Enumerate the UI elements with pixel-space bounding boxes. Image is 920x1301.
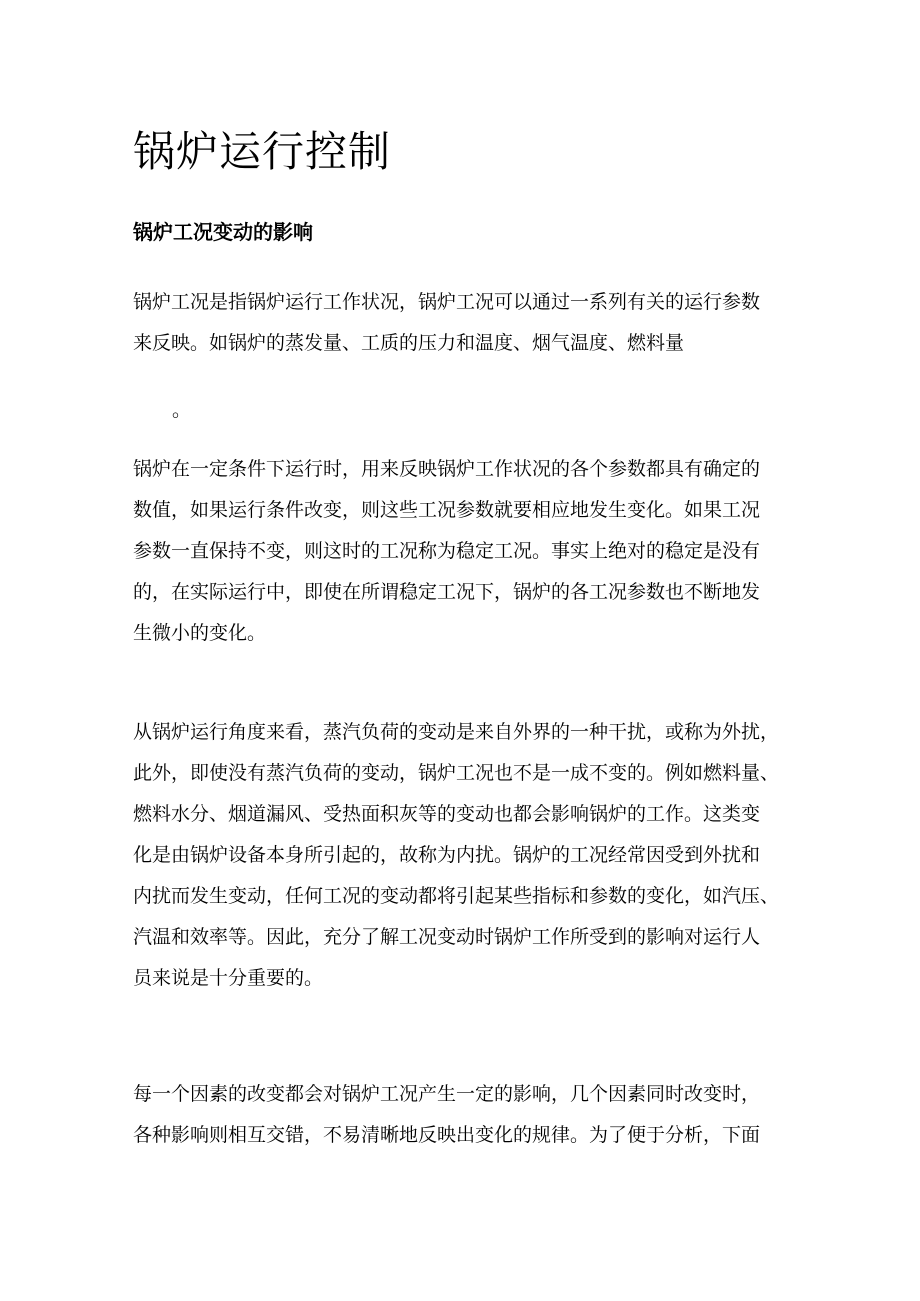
- paragraph-line: 化是由锅炉设备本身所引起的，故称为内扰。锅炉的工况经常因受到外扰和: [133, 844, 761, 866]
- document-title: 锅炉运行控制: [133, 127, 392, 176]
- paragraph-line: 锅炉在一定条件下运行时，用来反映锅炉工作状况的各个参数都具有确定的: [133, 458, 761, 480]
- paragraph-line: 参数一直保持不变，则这时的工况称为稳定工况。事实上绝对的稳定是没有: [133, 540, 761, 562]
- paragraph-line: 汽温和效率等。因此，充分了解工况变动时锅炉工作所受到的影响对运行人: [133, 926, 761, 948]
- paragraph-line: 各种影响则相互交错，不易清晰地反映出变化的规律。为了便于分析，下面: [133, 1124, 761, 1146]
- paragraph-factors: [133, 1074, 798, 1156]
- paragraph-line: 生微小的变化。: [133, 622, 267, 644]
- paragraph-line: 此外，即使没有蒸汽负荷的变动，锅炉工况也不是一成不变的。例如燃料量、: [133, 762, 780, 784]
- section-heading: 锅炉工况变动的影响: [133, 220, 313, 244]
- paragraph-stable-condition: [133, 449, 798, 654]
- paragraph-line: 锅炉工况是指锅炉运行工作状况，锅炉工况可以通过一系列有关的运行参数: [133, 291, 761, 313]
- paragraph-line: 内扰而发生变动，任何工况的变动都将引起某些指标和参数的变化，如汽压、: [133, 885, 780, 907]
- paragraph-disturbances: [133, 712, 798, 999]
- paragraph-line: 每一个因素的改变都会对锅炉工况产生一定的影响，几个因素同时改变时，: [133, 1083, 761, 1105]
- paragraph-line: 员来说是十分重要的。: [133, 967, 324, 989]
- paragraph-line: 的，在实际运行中，即使在所谓稳定工况下，锅炉的各工况参数也不断地发: [133, 581, 761, 603]
- paragraph-line: 从锅炉运行角度来看，蒸汽负荷的变动是来自外界的一种干扰，或称为外扰，: [133, 721, 780, 743]
- trailing-punctuation: 。: [172, 399, 192, 421]
- paragraph-working-condition: [133, 282, 798, 364]
- paragraph-line: 来反映。如锅炉的蒸发量、工质的压力和温度、烟气温度、燃料量: [133, 332, 685, 354]
- paragraph-line: 燃料水分、烟道漏风、受热面积灰等的变动也都会影响锅炉的工作。这类变: [133, 803, 761, 825]
- paragraph-line: 数值，如果运行条件改变，则这些工况参数就要相应地发生变化。如果工况: [133, 499, 761, 521]
